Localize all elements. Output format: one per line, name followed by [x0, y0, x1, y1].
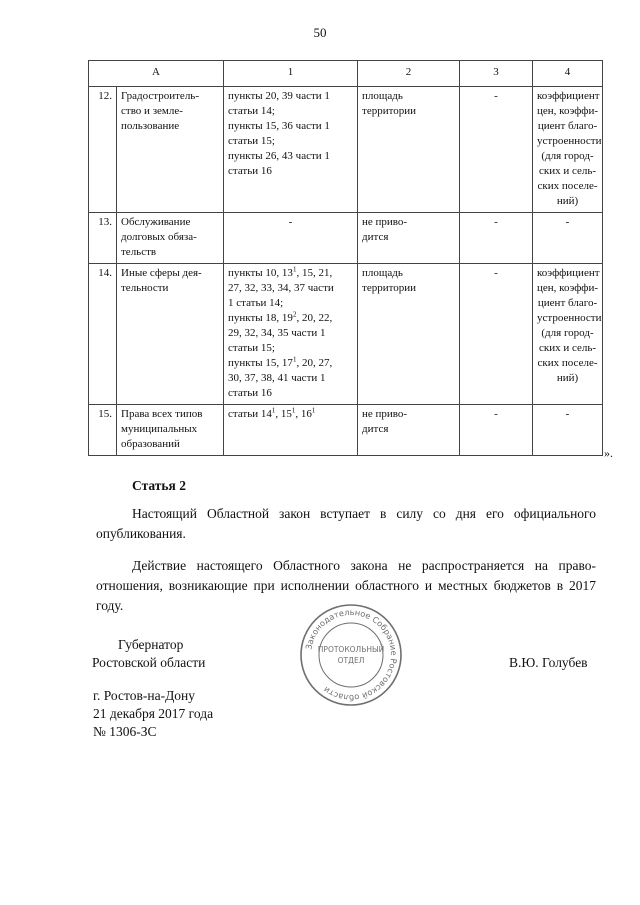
article-references: -: [224, 213, 358, 264]
column-header: А: [89, 61, 224, 87]
table-row: [89, 405, 603, 456]
column-header: 4: [533, 61, 603, 87]
seal-center-text: ОТДЕЛ: [337, 656, 365, 665]
seal-center-text: ПРОТОКОЛЬНЫЙ: [317, 645, 385, 654]
column-header: 1: [224, 61, 358, 87]
base-indicator: не приво- дится: [358, 213, 460, 264]
column-header: 3: [460, 61, 533, 87]
row-number: 14.: [89, 264, 117, 405]
signatory-title: Губернатор: [118, 637, 184, 652]
coefficients: коэффициент цен, коэффи- циент благо- устроенности (для город- ских и сель- ских поселе- ний): [533, 264, 603, 405]
article-paragraph: Действие настоящего Областного закона не распространяется на право-отношения, возникающие при исполнении областного и местных бюджетов в 2017 году.: [96, 558, 596, 613]
column-3-value: -: [460, 405, 533, 456]
column-header: 2: [358, 61, 460, 87]
article-paragraph: Настоящий Областной закон вступает в силу со дня его официального опубликования.: [96, 506, 596, 541]
sphere-name: Иные сферы дея- тельности: [117, 264, 224, 405]
law-table: [88, 60, 603, 456]
coefficients: -: [533, 405, 603, 456]
coefficients: коэффициент цен, коэффи- циент благо- устроенности (для город- ских и сель- ских поселе- ний): [533, 87, 603, 213]
article-references: пункты 20, 39 части 1 статьи 14; пункты 15, 36 части 1 статьи 15; пункты 26, 43 части 1 статьи 16: [224, 87, 358, 213]
article-references: статьи $14^1$, $15^1$, $16^1$: [224, 405, 358, 456]
column-3-value: -: [460, 87, 533, 213]
row-number: 12.: [89, 87, 117, 213]
official-seal: [296, 600, 406, 710]
base-indicator: не приво- дится: [358, 405, 460, 456]
date: 21 декабря 2017 года: [93, 706, 214, 721]
seal-ring-text: Законодательное Собрание Ростовской области: [303, 606, 400, 704]
article-heading: Статья 2: [132, 478, 186, 493]
signatory-title: Ростовской области: [92, 655, 206, 670]
row-number: 15.: [89, 405, 117, 456]
table-row: [89, 87, 603, 213]
table-row: [89, 213, 603, 264]
law-number: № 1306-ЗС: [93, 724, 157, 739]
table-header-row: [89, 61, 603, 87]
signatory-name: В.Ю. Голубев: [509, 655, 588, 670]
place: г. Ростов-на-Дону: [93, 688, 196, 703]
seal-inner-ring: [319, 623, 383, 687]
sphere-name: Градостроитель- ство и земле- пользование: [117, 87, 224, 213]
sphere-name: Права всех типов муниципальных образований: [117, 405, 224, 456]
table-row: [89, 264, 603, 405]
column-3-value: -: [460, 213, 533, 264]
coefficients: -: [533, 213, 603, 264]
closing-quote: ».: [604, 446, 613, 460]
row-number: 13.: [89, 213, 117, 264]
page-number: 50: [313, 25, 327, 40]
base-indicator: площадь территории: [358, 264, 460, 405]
sphere-name: Обслуживание долговых обяза- тельств: [117, 213, 224, 264]
seal-outer-ring: [301, 605, 401, 705]
column-3-value: -: [460, 264, 533, 405]
base-indicator: площадь территории: [358, 87, 460, 213]
article-references: пункты 10, $13^1$, 15, 21, 27, 32, 33, 34, 37 части 1 статьи 14; пункты 18, $19^2$, 20, 22, 29, 32, 34, 35 части 1 статьи 15; пункты 15, $17^1$, 20, 27, 30, 37, 38, 41 части 1 статьи 16: [224, 264, 358, 405]
